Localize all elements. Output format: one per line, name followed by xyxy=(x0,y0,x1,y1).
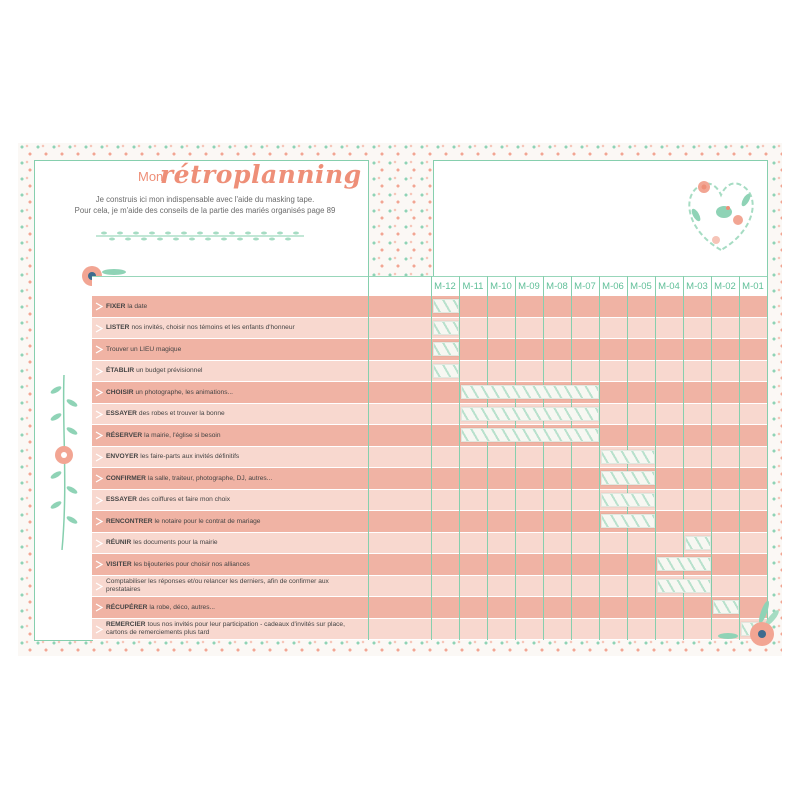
page-title: rétroplanning xyxy=(160,160,362,189)
masking-tape-bar xyxy=(433,321,459,335)
masking-tape-bar xyxy=(601,493,655,507)
grid-line xyxy=(515,276,516,640)
task-description: Comptabiliser les réponses et/ou relancer les derniers, afin de confirmer aux prestataires xyxy=(106,578,329,593)
arrow-marker-icon xyxy=(95,496,103,505)
task-keyword: VISITER xyxy=(106,560,132,568)
task-label xyxy=(106,619,364,640)
table-row xyxy=(92,339,767,360)
arrow-marker-icon xyxy=(95,431,103,440)
arrow-marker-icon xyxy=(95,324,103,333)
arrow-marker-icon xyxy=(95,410,103,419)
task-description: la salle, traiteur, photographe, DJ, autres... xyxy=(147,474,273,482)
month-header: M-07 xyxy=(574,280,596,292)
month-header: M-02 xyxy=(714,280,736,292)
task-description: tous nos invités pour leur participation - cadeaux d'invités sur place, cartons de remerciements plus tard xyxy=(106,621,345,636)
month-header: M-10 xyxy=(490,280,512,292)
table-row xyxy=(92,597,767,618)
masking-tape-bar xyxy=(433,299,459,313)
grid-line xyxy=(767,276,768,640)
task-label xyxy=(106,597,364,618)
masking-tape-bar xyxy=(657,557,711,571)
arrow-marker-icon xyxy=(95,474,103,483)
task-label xyxy=(106,382,364,403)
task-description: la mairie, l'église si besoin xyxy=(144,431,221,439)
grid-line xyxy=(655,276,656,640)
arrow-marker-icon xyxy=(95,302,103,311)
task-keyword: CONFIRMER xyxy=(106,474,146,482)
table-row xyxy=(92,361,767,382)
masking-tape-bar xyxy=(461,385,599,399)
table-row xyxy=(92,468,767,489)
month-header: M-05 xyxy=(630,280,652,292)
masking-tape-bar xyxy=(685,536,711,550)
masking-tape-bar xyxy=(461,428,599,442)
month-header: M-12 xyxy=(434,280,456,292)
table-row xyxy=(92,533,767,554)
table-row xyxy=(92,382,767,403)
grid-line xyxy=(487,276,488,640)
title-prefix: Mon xyxy=(138,169,164,184)
masking-tape-bar xyxy=(601,450,655,464)
masking-tape-bar xyxy=(461,407,599,421)
task-description: un budget prévisionnel xyxy=(136,367,203,374)
table-row xyxy=(92,511,767,532)
task-description: le notaire pour le contrat de mariage xyxy=(154,517,261,525)
task-description: la date xyxy=(127,302,148,310)
task-keyword: ESSAYER xyxy=(106,410,137,417)
task-label xyxy=(106,468,364,489)
task-description: des robes et trouver la bonne xyxy=(138,410,225,417)
task-label xyxy=(106,339,364,360)
month-header: M-08 xyxy=(546,280,568,292)
task-keyword: LISTER xyxy=(106,324,130,331)
month-header: M-01 xyxy=(742,280,764,292)
grid-line xyxy=(459,276,460,640)
task-label xyxy=(106,511,364,532)
task-description: Trouver un LIEU magique xyxy=(106,345,182,353)
grid-line xyxy=(599,276,600,640)
task-label xyxy=(106,533,364,554)
intro-text xyxy=(60,194,350,216)
task-keyword: RÉCUPÉRER xyxy=(106,603,148,611)
grid-line xyxy=(431,276,432,640)
task-label xyxy=(106,576,364,597)
table-row xyxy=(92,425,767,446)
table-row xyxy=(92,447,767,468)
month-header: M-04 xyxy=(658,280,680,292)
arrow-marker-icon xyxy=(95,345,103,354)
task-keyword: FIXER xyxy=(106,302,126,310)
grid-line xyxy=(543,276,544,640)
table-row xyxy=(92,619,767,640)
month-header: M-03 xyxy=(686,280,708,292)
task-label xyxy=(106,318,364,339)
arrow-marker-icon xyxy=(95,582,103,591)
task-label xyxy=(106,404,364,425)
task-label xyxy=(106,425,364,446)
intro-line-1: Je construis ici mon indispensable avec l'aide du masking tape. xyxy=(95,195,315,204)
arrow-marker-icon xyxy=(95,367,103,376)
table-row xyxy=(92,318,767,339)
table-row xyxy=(92,490,767,511)
masking-tape-bar xyxy=(433,342,459,356)
arrow-marker-icon xyxy=(95,625,103,634)
task-description: un photographe, les animations... xyxy=(135,388,233,396)
masking-tape-bar xyxy=(433,364,459,378)
floral-wreath-icon xyxy=(676,170,766,260)
task-description: nos invités, choisir nos témoins et les enfants d'honneur xyxy=(131,324,295,331)
leaf-garland-icon xyxy=(96,230,304,242)
task-description: les bijouteries pour choisir nos alliances xyxy=(133,560,250,568)
masking-tape-bar xyxy=(657,579,711,593)
arrow-marker-icon xyxy=(95,603,103,612)
month-header: M-06 xyxy=(602,280,624,292)
arrow-marker-icon xyxy=(95,517,103,526)
grid-line xyxy=(739,276,740,640)
month-header: M-09 xyxy=(518,280,540,292)
arrow-marker-icon xyxy=(95,560,103,569)
task-label xyxy=(106,296,364,317)
month-header: M-11 xyxy=(462,280,484,292)
task-keyword: ÉTABLIR xyxy=(106,367,135,374)
task-keyword: RENCONTRER xyxy=(106,517,153,525)
task-description: les documents pour la mairie xyxy=(133,539,218,546)
table-row xyxy=(92,404,767,425)
task-keyword: ENVOYER xyxy=(106,453,139,460)
arrow-marker-icon xyxy=(95,388,103,397)
task-description: la robe, déco, autres... xyxy=(149,603,216,611)
task-keyword: ESSAYER xyxy=(106,496,137,503)
table-row xyxy=(92,296,767,317)
task-keyword: CHOISIR xyxy=(106,388,134,396)
floral-vine-icon xyxy=(44,375,84,550)
task-label xyxy=(106,447,364,468)
task-keyword: RÉUNIR xyxy=(106,539,132,546)
task-label xyxy=(106,361,364,382)
task-description: les faire-parts aux invités définitifs xyxy=(140,453,240,460)
masking-tape-bar xyxy=(601,514,655,528)
task-label xyxy=(106,554,364,575)
flower-bottom-icon xyxy=(718,592,780,652)
task-keyword: RÉSERVER xyxy=(106,431,143,439)
task-label xyxy=(106,490,364,511)
arrow-marker-icon xyxy=(95,453,103,462)
intro-line-2: Pour cela, je m'aide des conseils de la partie des mariés organisés page 89 xyxy=(74,206,336,215)
grid-line xyxy=(711,276,712,640)
grid-line xyxy=(571,276,572,640)
arrow-marker-icon xyxy=(95,539,103,548)
task-description: des coiffures et faire mon choix xyxy=(138,496,231,503)
masking-tape-bar xyxy=(601,471,655,485)
task-keyword: REMERCIER xyxy=(106,621,146,628)
grid-line xyxy=(368,276,369,640)
